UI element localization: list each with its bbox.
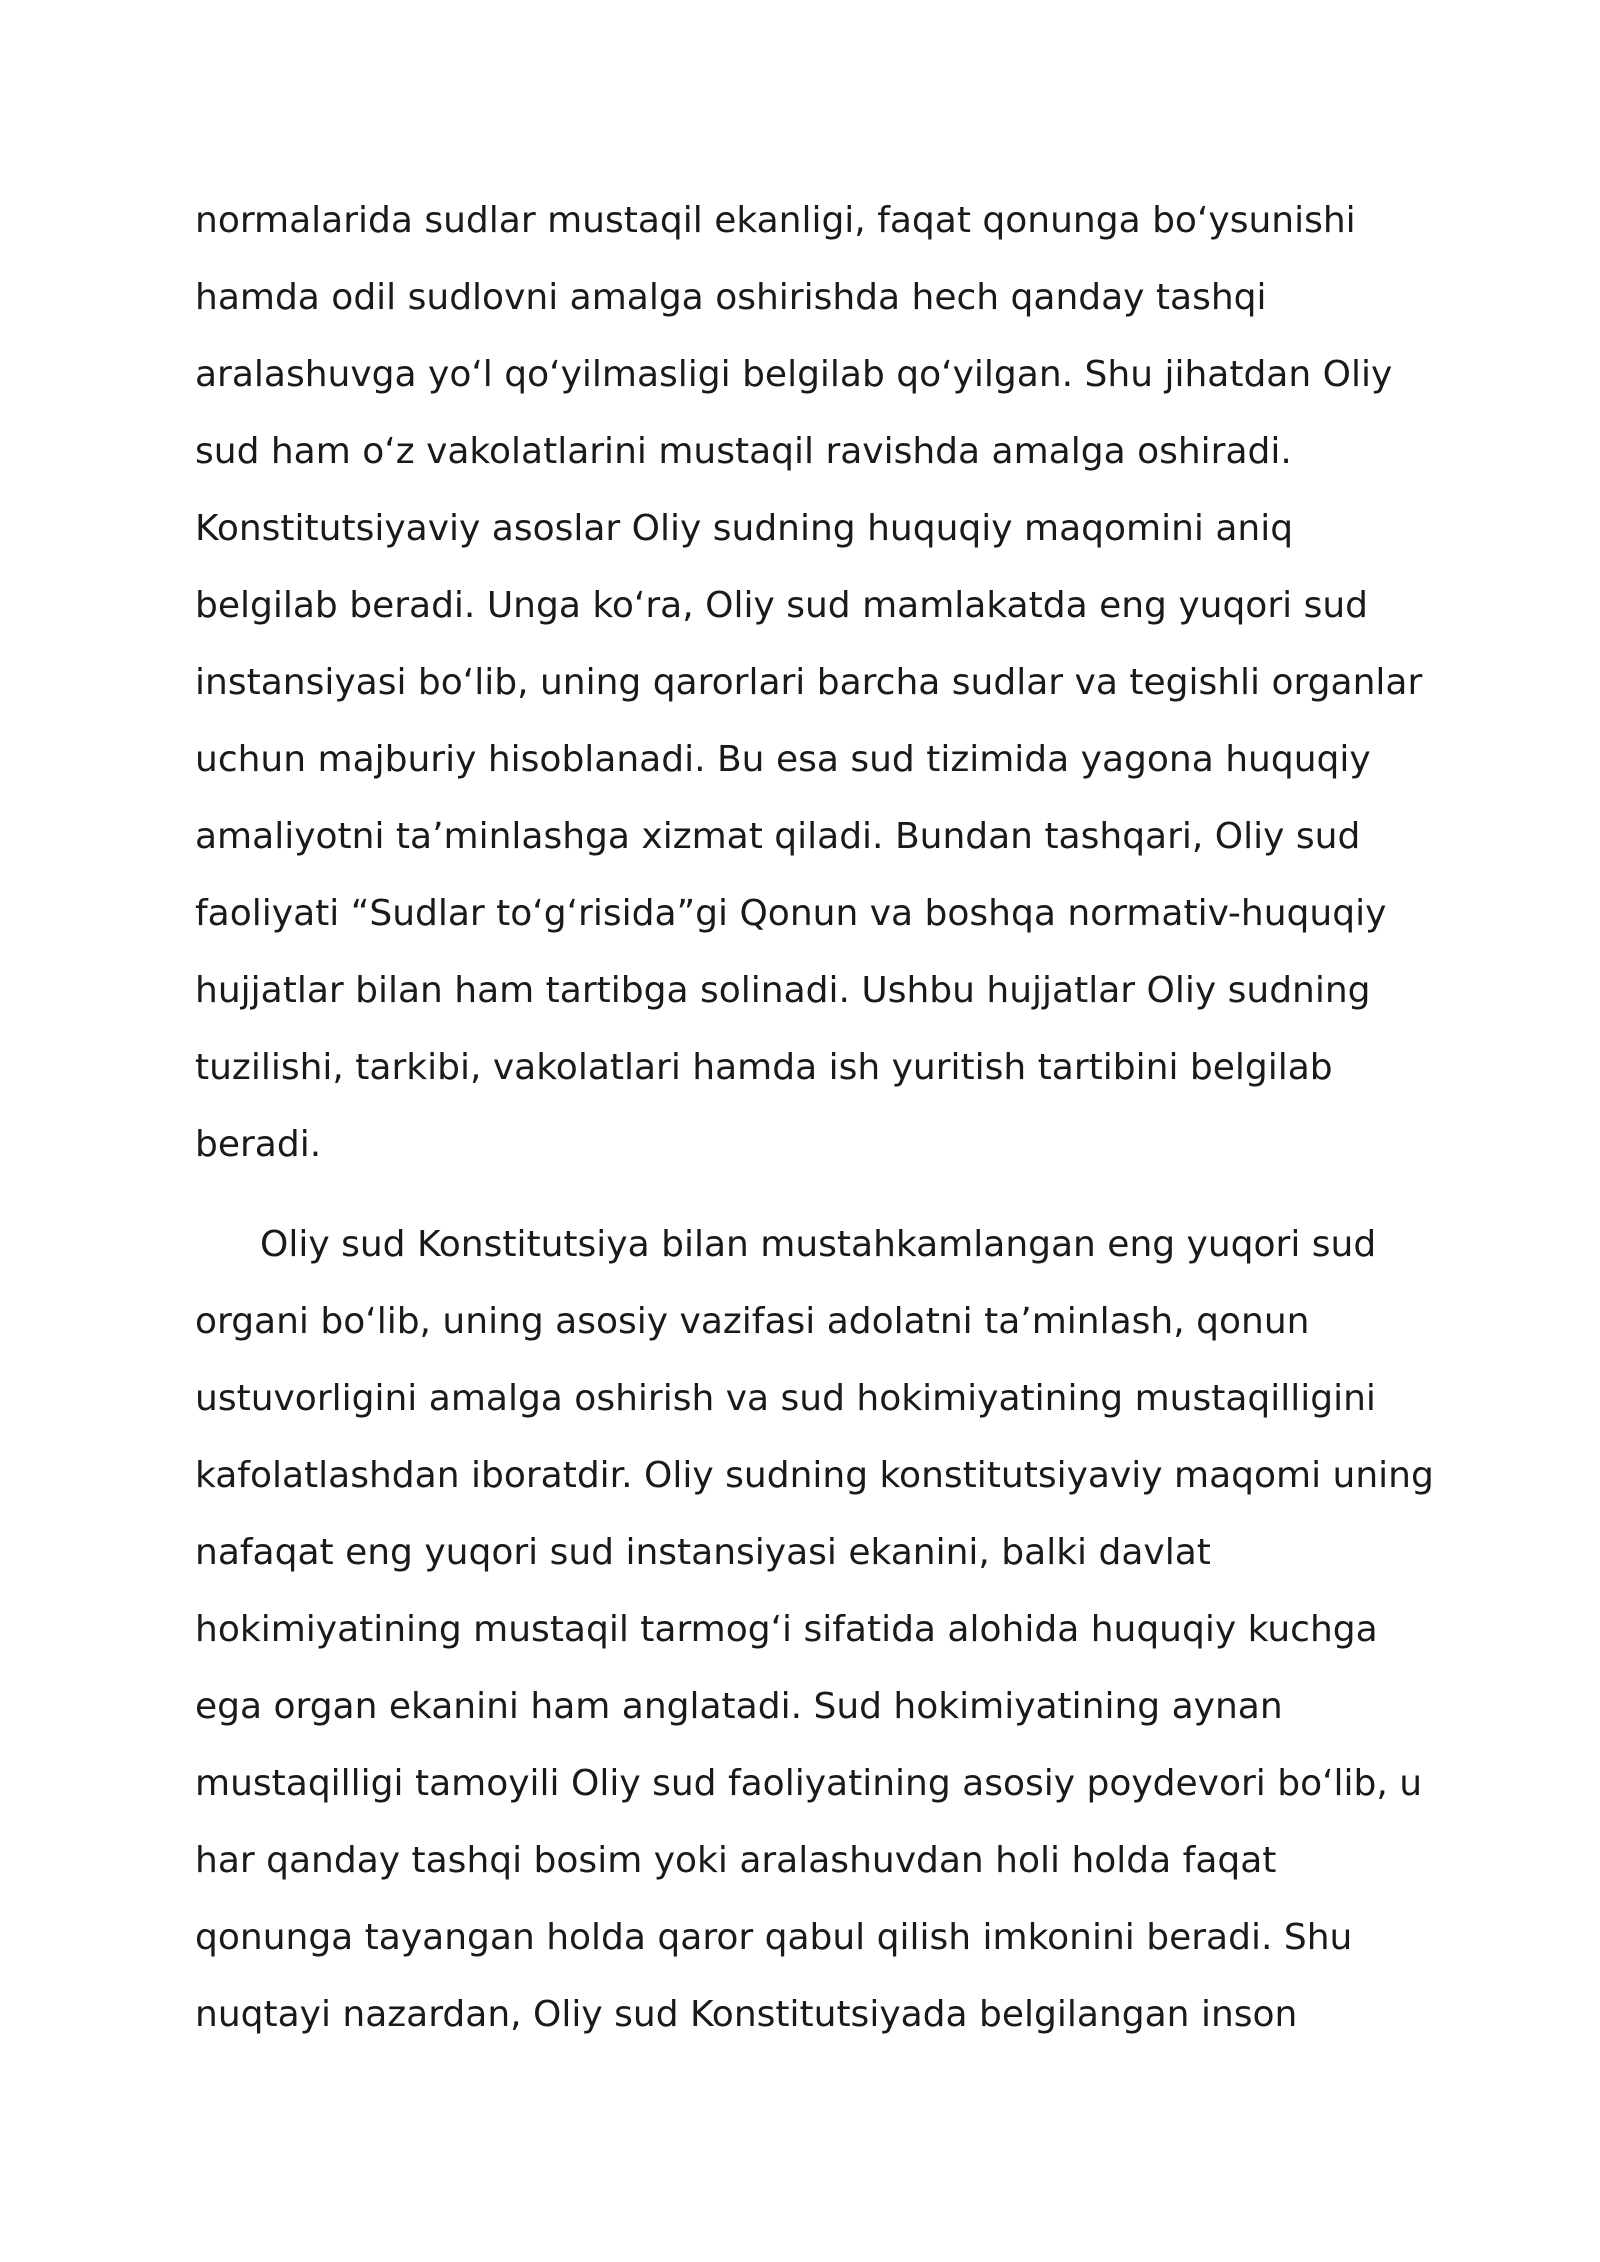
text-line: tuzilishi, tarkibi, vakolatlari hamda ish yuritish tartibini belgilab xyxy=(195,1047,1333,1088)
text-line: nuqtayi nazardan, Oliy sud Konstitutsiyada belgilangan inson xyxy=(195,1994,1298,2035)
text-line: mustaqilligi tamoyili Oliy sud faoliyatining asosiy poydevori boʻlib, u xyxy=(195,1763,1423,1804)
text-line: uchun majburiy hisoblanadi. Bu esa sud tizimida yagona huquqiy xyxy=(195,739,1371,780)
text-line: normalarida sudlar mustaqil ekanligi, faqat qonunga boʻysunishi xyxy=(195,200,1356,241)
text-line: hujjatlar bilan ham tartibga solinadi. Ushbu hujjatlar Oliy sudning xyxy=(195,970,1371,1011)
text-line: sud ham oʻz vakolatlarini mustaqil ravishda amalga oshiradi. xyxy=(195,431,1292,472)
text-line: organi boʻlib, uning asosiy vazifasi adolatni taʼminlash, qonun xyxy=(195,1301,1310,1342)
text-line-first-indented: Oliy sud Konstitutsiya bilan mustahkamlangan eng yuqori sud xyxy=(260,1224,1377,1265)
text-line: beradi. xyxy=(195,1124,322,1165)
text-line: instansiyasi boʻlib, uning qarorlari barcha sudlar va tegishli organlar xyxy=(195,662,1423,703)
text-line: har qanday tashqi bosim yoki aralashuvdan holi holda faqat xyxy=(195,1840,1277,1881)
text-line: hamda odil sudlovni amalga oshirishda hech qanday tashqi xyxy=(195,277,1267,318)
paragraph-1 xyxy=(195,195,1465,1196)
text-line: nafaqat eng yuqori sud instansiyasi ekanini, balki davlat xyxy=(195,1532,1211,1573)
text-line: faoliyati “Sudlar toʻgʻrisida”gi Qonun va boshqa normativ-huquqiy xyxy=(195,893,1387,934)
text-line: qonunga tayangan holda qaror qabul qilish imkonini beradi. Shu xyxy=(195,1917,1353,1958)
paragraph-2 xyxy=(195,1219,1465,2066)
text-line: Konstitutsiyaviy asoslar Oliy sudning huquqiy maqomini aniq xyxy=(195,508,1294,549)
body-text xyxy=(195,195,1465,2066)
paragraph-spacer xyxy=(195,1196,1465,1219)
text-line: aralashuvga yoʻl qoʻyilmasligi belgilab qoʻyilgan. Shu jihatdan Oliy xyxy=(195,354,1393,395)
text-line: kafolatlashdan iboratdir. Oliy sudning konstitutsiyaviy maqomi uning xyxy=(195,1455,1434,1496)
text-line: ustuvorligini amalga oshirish va sud hokimiyatining mustaqilligini xyxy=(195,1378,1376,1419)
text-line: amaliyotni taʼminlashga xizmat qiladi. Bundan tashqari, Oliy sud xyxy=(195,816,1361,857)
text-line: ega organ ekanini ham anglatadi. Sud hokimiyatining aynan xyxy=(195,1686,1283,1727)
text-line: hokimiyatining mustaqil tarmogʻi sifatida alohida huquqiy kuchga xyxy=(195,1609,1378,1650)
text-line: belgilab beradi. Unga koʻra, Oliy sud mamlakatda eng yuqori sud xyxy=(195,585,1369,626)
